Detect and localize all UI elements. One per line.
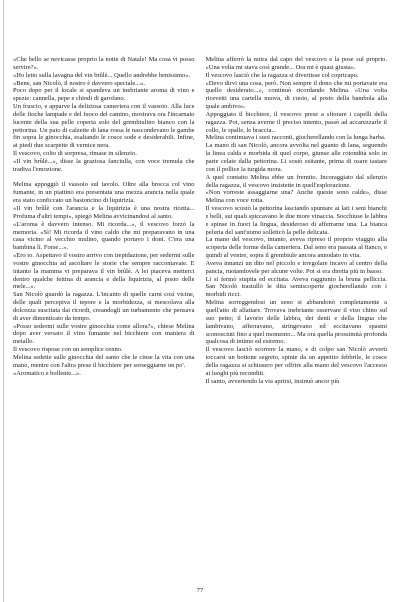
paragraph: Melina appoggiò il vassoio sul tavolo. Oltre alla brocca col vino fumante, in un piattino era presentata una mezza arancia nella quale era stato conficcato un bastoncino di liquirizia. [13, 181, 195, 205]
paragraph: «Aromatico e bollente...». [13, 369, 81, 377]
paragraph: «Ero io. Aspettavo il vostro arrivo con trepidazione, per sedermi sulle vostre ginocchia ad ascoltare le storie che sempre raccontavate. E intanto la mamma vi preparava il vin brûlè. A lei piaceva metterci dentro qualche fettina di arancia e della liquirizia, al posto delle mele...». [13, 252, 195, 291]
paragraph: Melina sedette sulle ginocchia del santo che le cinse la vita con una mano, mentre con l'altra prese il bicchiere per sorseggiarne un po'. [13, 354, 195, 369]
paragraph: «Bene, san Nicolò, il nostro è davvero speciale...». [13, 79, 145, 87]
paragraph: «Ho letto sulla lavagna del vin brûlè... Quello andrebbe benissimo». [13, 71, 191, 79]
paragraph: Il vescovo lasciò scorrere la mano, e di colpo san Nicolò avvertì toccarsi un bottone segreto, spinte da un appetito febbrile, le cosce della ragazza si schiusero per offrire alla mano del vescovo l'accesso ai luoghi più reconditi. [205, 346, 387, 377]
paragraph: Il santo, avvertendo la via aprirsi, insinuò ancor più [205, 377, 340, 385]
paragraph: Appoggiato il bicchiere, il vescovo prese a sfiorare i capelli della ragazza. Poi, senza averne il preciso intento, passò ad accarezzarle il collo, le spalle, le braccia... [205, 110, 387, 134]
page-number: 77 [196, 587, 204, 594]
paragraph: «Che bello se nevicasse proprio la notte di Natale! Ma cosa vi posso servire?». [13, 56, 195, 71]
two-column-text [13, 56, 387, 576]
paragraph: «L'aroma è davvero intenso. Mi ricorda...», il vescovo forzò la memoria. «Sì! Mi ricorda il vino caldo che mi preparavano in una casa vicino al vecchio mulino, quando portavo i doni. C'era una bambina lì. Forse...». [13, 220, 195, 252]
page-edge-line [3, 0, 4, 602]
paragraph: «Non vorreste assaggiarne una? Anche queste sono calde», disse Melina con voce rotta. [205, 189, 387, 205]
paragraph: Aveva innanzi un dito nel piccolo e irregolare incavo al centro della pancia, ruotandovele per alcune volte. Poi si era diretta più in basso. [205, 259, 387, 275]
paragraph: La mano del vescovo, intanto, aveva ripreso il proprio viaggio alla scoperta delle forme della cameriera. Dal seno era passata al fianco, e quindi al ventre, sopra il grembiule ancora annodato in vita. [205, 236, 387, 260]
paragraph: San Nicolò guardò la ragazza. L'incanto di quelle carni così vicine, delle quali percepiva il tepore e la morbidezza, si mescolava alla dolcezza suscitata dai ricordi, creandogli un turbamento che pensava di aver dimenticato da tempo. [13, 291, 195, 322]
right-column [206, 56, 388, 576]
paragraph: «Il vin brûlè...», disse la graziosa fanciulla, con voce tremula che tradiva l'emozione. [13, 157, 195, 173]
paragraph: Melina afferrò la mitra dal capo del vescovo e la pose sul proprio. «Una volta mi stava così grande... Ora mi è quasi giusta». [205, 56, 387, 71]
paragraph: «Il vin brûlè con l'arancia e la liquirizia è una nostra ricetta... Profuma d'altri tempi», spiegò Melina avvicinandosi al santo. [13, 204, 195, 220]
paragraph: La mano di san Nicolò, ancora avvolta nel guanto di lana, seguendo la linea calda e morbida di quel corpo, giunse alle rotondità solo in parte celate dalla pettorina. Li sostò esitante, prima di osare tastare con il pollice la turgida mora. [205, 142, 387, 173]
paragraph: «Devo dirvi una cosa, però. Non sempre il dono che mi portavate era quello desiderato...», continuò ricordando Melina. «Una volta ricevetti una cartella nuova, di cuoio, al posto della bambola alla quale ambivo». [205, 79, 387, 111]
paragraph: «Posso sedermi sulle vostre ginocchia come allora?», chiese Melina dopo aver versato il vino fumante nel bicchiere con maniera di metallo. [13, 322, 195, 346]
paragraph: Un fruscio, e apparve la deliziosa cameriera con il vassoio. Alla luce delle fioche lampade e del fuoco del camino, mostrava ora l'incarnato lucente della sua pelle coperta solo del grembiulino bianco con la pettorina. Un paio di calzette di lana rossa le nascondevano le gambe fin sopra le ginocchia, esaltando le cosce sode e desiderabili. Infine, ai piedi due scarpette di vernice nera. [13, 103, 195, 150]
paragraph: A quel contatto Melina ebbe un fremito. Incoraggiato dal silenzio della ragazza, il vescovo insistette in quell'esplorazione. [205, 173, 387, 189]
paragraph: Il vescovo rispose con un semplice cenno. [13, 346, 123, 354]
paragraph: Il vescovo scostò la pettorina lasciando spuntare ai lati i seni bianchi e belli, sui quali spiccavano le due more vinaccia. Socchiuse le labbra e spinse in fuori la lingua, desideroso di afferrarne una. La bianca peluria del sant'uomo solleticò la pelle delicata. [205, 205, 387, 236]
left-column [13, 56, 195, 576]
paragraph: Melina sorreggendosi un seno si abbandonò completamente a quell'atto di allattare. Trovava inebriante osservare il viso chino sul suo petto; il lavorio delle labbra, dei denti e della lingua che lambivano, afferravano, stringevano ed eccitavano spasmi sconosciuti fino a quel momento... Ma ora quella prossimità profonda qualcosa di intimo ed estremo. [205, 299, 387, 346]
paragraph: Il vescovo, colto di sorpresa, rimase in silenzio. [13, 150, 137, 158]
paragraph: Melina continuava i suoi racconti, giocherellando con la lunga barba. [205, 134, 386, 142]
paragraph: Lì si fermò stupita ed eccitata. Aveva raggiunto la bruna pelliccia. San Nicolò trastullò le dita semiscoperte giocherellando con i morbidi ricci. [205, 275, 387, 299]
paragraph: Poco dopo per il locale si spandeva un inebriante aroma di vino e spezie: cannella, pepe e chiodi di garofano. [13, 87, 195, 103]
paragraph: Il vescovo lasciò che la ragazza si divertisse col copricapo. [205, 71, 359, 79]
